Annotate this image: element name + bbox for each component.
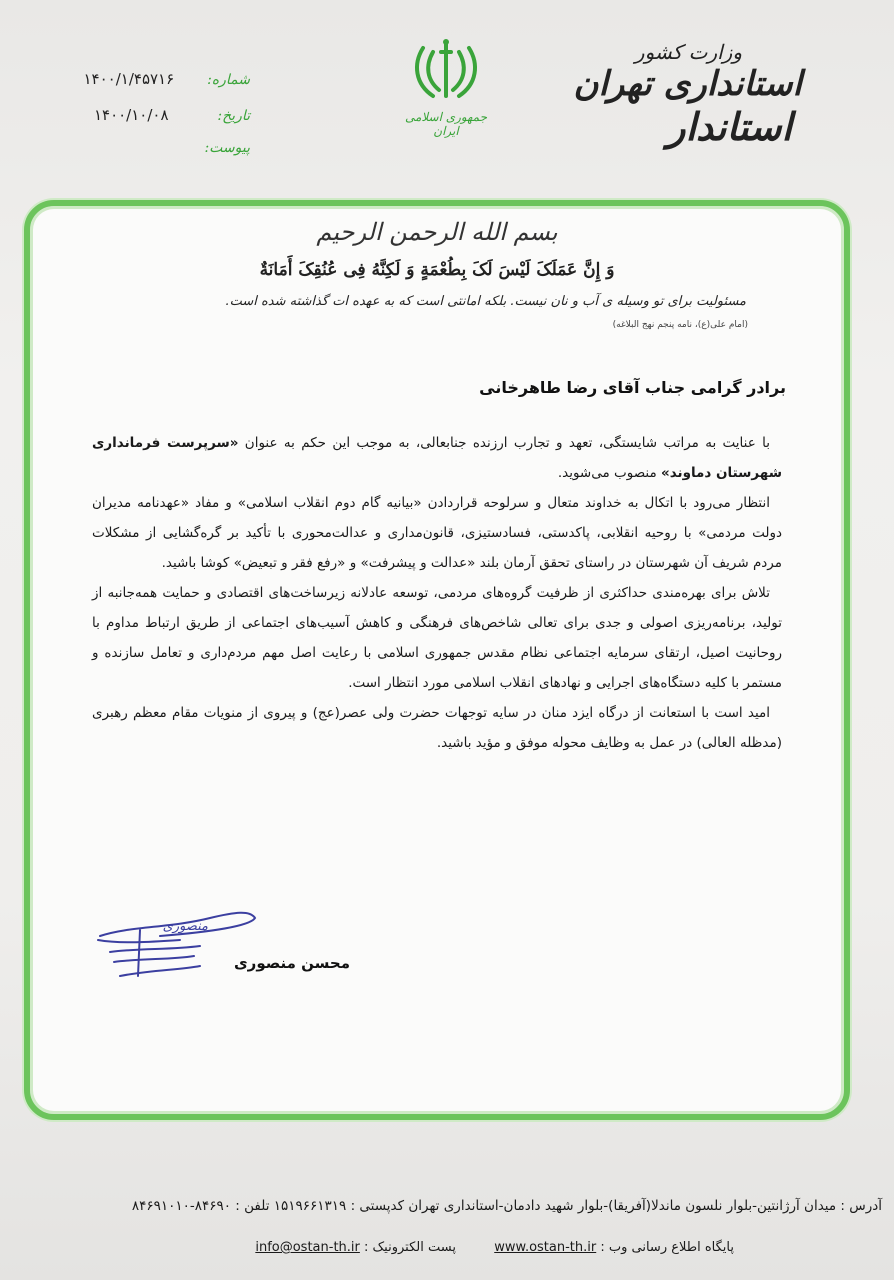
emblem	[396, 38, 496, 138]
signer-name: محسن منصوری	[233, 954, 350, 972]
email-link[interactable]: info@ostan-th.ir	[255, 1240, 360, 1255]
number-label: شماره:	[207, 72, 250, 88]
republic-caption: جمهوری اسلامی ایران	[404, 110, 488, 138]
bismillah-heading: بسم الله الرحمن الرحیم	[316, 218, 558, 246]
number-row	[84, 70, 251, 88]
handwritten-signature	[90, 896, 260, 986]
quote-arabic: وَ إِنَّ عَمَلَکَ لَیْسَ لَکَ بِطُعْمَةٍ وَ لَکِنَّهُ فِی عُنُقِکَ أَمَانَةٌ	[259, 260, 615, 280]
letter-body	[92, 428, 782, 758]
office-name: استاندار	[667, 104, 792, 149]
attach-row	[204, 140, 250, 156]
footer-address: آدرس : میدان آرژانتین-بلوار نلسون ماندلا(آفریقا)-بلوار شهید دادمان-استانداری تهران کدپستی : ۱۵۱۹۶۶۱۳۱۹ تلفن : ۸۴۶۹۰-۸۴۶۹۱۰۱۰	[131, 1198, 882, 1214]
ministry-title-block	[574, 40, 803, 150]
signature-area	[90, 896, 350, 1016]
paragraph-3: تلاش برای بهره‌مندی حداکثری از ظرفیت گروه‌های مردمی، توسعه عادلانه زیرساخت‌های اقتصادی و حمایت همه‌جانبه از تولید، برنامه‌ریزی اصولی و جدی برای تعالی شاخص‌های فرهنگی و کاهش آسیب‌های اجتماعی از طریق ارتباط مداوم با روحانیت اصیل، ارتقای سرمایه اجتماعی نظام مقدس جمهوری اسلامی با رعایت اصل مهم مردم‌داری و تعامل سازنده و مستمر با کلیه دستگاه‌های اجرایی و نهادهای انقلاب اسلامی مورد انتظار است.	[92, 585, 782, 691]
paragraph-1-end: منصوب می‌شوید.	[557, 465, 661, 481]
paragraph-4: امید است با استعانت از درگاه ایزد منان در سایه توجهات حضرت ولی عصر(عج) و پیروی از منویات مقام معظم رهبری (مدظله العالی) در عمل به وظایف محوله موفق و مؤید باشید.	[92, 705, 782, 751]
paragraph-1	[92, 428, 782, 488]
number-value: ۱۴۰۰/۱/۴۵۷۱۶	[83, 70, 175, 88]
quote-source: (امام علی(ع)، نامه پنجم نهج البلاغه)	[612, 320, 748, 330]
website-link[interactable]: www.ostan-th.ir	[494, 1240, 597, 1255]
ministry-name: وزارت کشور	[634, 40, 742, 64]
svg-text:منصوری: منصوری	[162, 919, 208, 934]
date-value: ۱۴۰۰/۱۰/۰۸	[93, 106, 169, 124]
appointment-title: «سرپرست فرمانداری شهرستان دماوند»	[92, 435, 782, 481]
paragraph-2: انتظار می‌رود با اتکال به خداوند متعال و سرلوحه قراردادن «بیانیه گام دوم انقلاب اسلامی» و مفاد «عهدنامه مدیران دولت مردمی» با روحیه انقلابی، پاکدستی، فسادستیزی، قانون‌مداری و عدالت‌محوری با تأکید بر گره‌گشایی از مشکلات مردم شریف آن شهرستان در راستای تحقق آرمان بلند «عدالت و پیشرفت» و «رفع فقر و تبعیض» کوشا باشید.	[92, 495, 782, 571]
date-row	[94, 106, 250, 124]
letter-frame	[24, 200, 850, 1120]
iran-emblem-icon	[411, 38, 481, 104]
salutation: برادر گرامی جناب آقای رضا طاهرخانی	[479, 378, 786, 397]
paragraph-1-intro: با عنایت به مراتب شایستگی، تعهد و تجارب ارزنده جنابعالی، به موجب این حکم به عنوان	[244, 435, 770, 451]
governorate-name: استانداری تهران	[573, 64, 802, 104]
footer-web-row	[255, 1240, 734, 1255]
letter-meta	[60, 64, 250, 164]
email-label: پست الکترونیک :	[364, 1240, 456, 1255]
attach-label: پیوست:	[204, 140, 250, 156]
quote-translation: مسئولیت برای تو وسیله ی آب و نان نیست. بلکه امانتی است که به عهده ات گذاشته شده است.	[225, 294, 746, 309]
website-label: پایگاه اطلاع رسانی وب :	[600, 1240, 734, 1255]
date-label: تاریخ:	[217, 108, 250, 124]
